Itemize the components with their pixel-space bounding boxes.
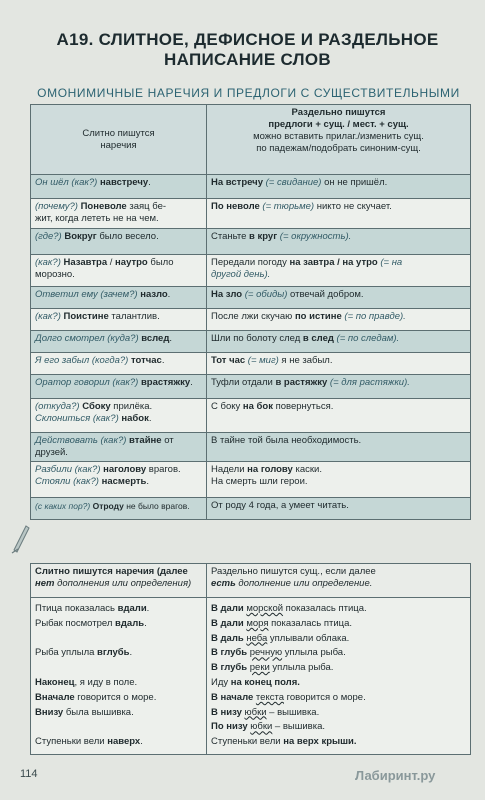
page-title xyxy=(20,30,475,70)
table-row xyxy=(31,229,471,255)
list-item: В низу юбки – вышивка. xyxy=(211,706,320,718)
list-item: В дали морской показалась птица. xyxy=(211,603,367,614)
separate-cell: По неволе (= тюрьме) никто не скучает. xyxy=(207,199,471,229)
list-item xyxy=(35,632,202,647)
header-fused: Слитно пишутся наречия xyxy=(31,105,207,175)
title-line-1: А19. СЛИТНОЕ, ДЕФИСНОЕ И РАЗДЕЛЬНОЕ xyxy=(56,30,439,49)
list-item: Ступеньки вели наверх. xyxy=(35,736,143,748)
list-item: Иду на конец поля. xyxy=(211,676,300,688)
table-row xyxy=(31,199,471,229)
adverb-cell: (с каких пор?) Отроду не было врагов. xyxy=(31,498,207,520)
table-row xyxy=(31,375,471,399)
header-separate: Раздельно пишутся предлоги + сущ. / мест. + сущ. можно вставить прилаг./изменить сущ. по падежам/подобрать синоним-сущ. xyxy=(207,105,471,175)
separate-cell: Тот час (= миг) я не забыл. xyxy=(207,353,471,375)
table-row xyxy=(31,255,471,287)
table-row xyxy=(31,498,471,520)
separate-cell: От роду 4 года, а умеет читать. xyxy=(207,498,471,520)
list-item: Вначале говорится о море. xyxy=(35,691,157,703)
page-number: 114 xyxy=(20,768,38,780)
list-item: Наконец, я иду в поле. xyxy=(35,676,138,688)
fused-examples xyxy=(31,598,207,755)
table-row xyxy=(31,433,471,462)
table-row xyxy=(31,399,471,433)
header-separate-nouns: Раздельно пишутся сущ., если далее есть дополнение или определение. xyxy=(207,564,471,598)
watermark-logo: Лабиринт.ру xyxy=(355,768,436,783)
adverb-cell: Разбили (как?) наголову врагов. Стояли (как?) насмерть. xyxy=(31,462,207,498)
section-subtitle: ОМОНИМИЧНЫЕ НАРЕЧИЯ И ПРЕДЛОГИ С СУЩЕСТВИТЕЛЬНЫМИ xyxy=(37,86,460,100)
title-line-2: НАПИСАНИЕ СЛОВ xyxy=(164,50,331,69)
separate-examples xyxy=(207,598,471,755)
adverb-cell: (как?) Назавтра / наутро было морозно. xyxy=(31,255,207,287)
list-item: Внизу была вышивка. xyxy=(35,706,134,718)
list-item: Рыбак посмотрел вдаль. xyxy=(35,617,147,629)
table-row xyxy=(31,287,471,309)
separate-cell: Передали погоду на завтра / на утро (= на другой день). xyxy=(207,255,471,287)
table-row xyxy=(31,462,471,498)
list-item: В дали моря показалась птица. xyxy=(211,617,353,629)
list-item: В начале текста говорится о море. xyxy=(211,691,366,703)
adverb-cell: (почему?) Поневоле заяц бе- жит, когда лететь не на чем. xyxy=(31,199,207,229)
adverb-cell: Ответил ему (зачем?) назло. xyxy=(31,287,207,309)
table-row xyxy=(31,309,471,331)
rules-table xyxy=(30,563,471,755)
separate-cell: Шли по болоту след в след (= по следам). xyxy=(207,331,471,353)
separate-cell: Станьте в круг (= окружность). xyxy=(207,229,471,255)
table-row xyxy=(31,175,471,199)
homonym-table xyxy=(30,104,471,520)
separate-cell: Надели на голову каски. На смерть шли герои. xyxy=(207,462,471,498)
adverb-cell: Он шёл (как?) навстречу. xyxy=(31,175,207,199)
list-item xyxy=(35,661,202,676)
pen-icon xyxy=(10,522,32,554)
separate-cell: На встречу (= свидание) он не пришёл. xyxy=(207,175,471,199)
list-item: Птица показалась вдали. xyxy=(35,603,150,614)
adverb-cell: Действовать (как?) втайне от друзей. xyxy=(31,433,207,462)
separate-cell: Туфли отдали в растяжку (= для растяжки). xyxy=(207,375,471,399)
adverb-cell: Оратор говорил (как?) врастяжку. xyxy=(31,375,207,399)
list-item: Рыба уплыла вглубь. xyxy=(35,647,133,659)
list-item: Ступеньки вели на верх крыши. xyxy=(211,736,357,748)
adverb-cell: (как?) Поистине талантлив. xyxy=(31,309,207,331)
separate-cell: С боку на бок повернуться. xyxy=(207,399,471,433)
table-row xyxy=(31,353,471,375)
adverb-cell: Я его забыл (когда?) тотчас. xyxy=(31,353,207,375)
adverb-cell: (откуда?) Сбоку прилёка. Склониться (как?) набок. xyxy=(31,399,207,433)
adverb-cell: (где?) Вокруг было весело. xyxy=(31,229,207,255)
adverb-cell: Долго смотрел (куда?) вслед. xyxy=(31,331,207,353)
list-item: В глубь речную уплыла рыба. xyxy=(211,647,346,659)
table-row xyxy=(31,331,471,353)
list-item xyxy=(35,720,202,735)
list-item: В даль неба уплывали облака. xyxy=(211,632,350,644)
list-item: В глубь реки уплыла рыба. xyxy=(211,662,334,674)
separate-cell: В тайне той была необходимость. xyxy=(207,433,471,462)
header-fused-adverbs: Слитно пишутся наречия (далее нет дополнения или определения) xyxy=(31,564,207,598)
separate-cell: После лжи скучаю по истине (= по правде). xyxy=(207,309,471,331)
separate-cell: На зло (= обиды) отвечай добром. xyxy=(207,287,471,309)
list-item: По низу юбки – вышивка. xyxy=(211,721,325,733)
